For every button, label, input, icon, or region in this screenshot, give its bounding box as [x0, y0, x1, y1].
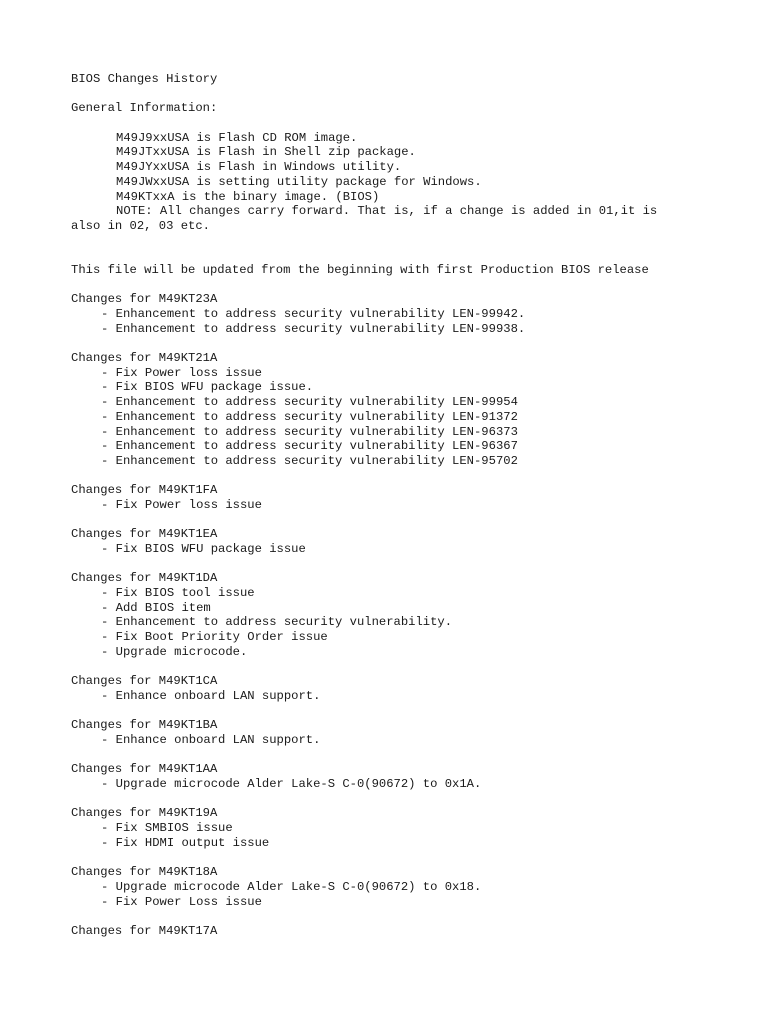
spacer: [71, 234, 731, 263]
changes-section: [71, 351, 731, 469]
change-item: - Fix Power Loss issue: [101, 894, 262, 909]
change-item: - Enhance onboard LAN support.: [101, 732, 321, 747]
info-list: [71, 131, 731, 234]
change-item: - Enhance onboard LAN support.: [101, 688, 321, 703]
section-heading: Changes for M49KT21A: [71, 351, 218, 366]
change-item: - Fix BIOS WFU package issue.: [101, 380, 314, 395]
section-heading: Changes for M49KT1EA: [71, 527, 218, 542]
section-heading: Changes for M49KT1CA: [71, 674, 218, 689]
section-heading: Changes for M49KT19A: [71, 806, 218, 821]
change-item: - Enhancement to address security vulnerability LEN-91372: [101, 409, 518, 424]
change-item: - Enhancement to address security vulnerability LEN-99938.: [101, 321, 526, 336]
change-item: - Enhancement to address security vulnerability LEN-96373: [101, 424, 518, 439]
changes-section: [71, 865, 731, 909]
changes-section: [71, 483, 731, 512]
section-heading: Changes for M49KT1DA: [71, 571, 218, 586]
change-item: - Fix Boot Priority Order issue: [101, 630, 328, 645]
changes-section: [71, 762, 731, 791]
document-page: [71, 72, 731, 953]
change-item: - Enhancement to address security vulnerability LEN-99942.: [101, 307, 526, 322]
info-line: M49J9xxUSA is Flash CD ROM image.: [116, 130, 358, 145]
change-item: - Enhancement to address security vulnerability.: [101, 615, 453, 630]
changes-section: [71, 924, 731, 939]
change-item: - Fix Power loss issue: [101, 497, 262, 512]
changes-section: [71, 571, 731, 659]
spacer: [71, 87, 731, 102]
changes-sections: [71, 292, 731, 938]
section-heading: Changes for M49KT1AA: [71, 762, 218, 777]
section-heading: Changes for M49KT1FA: [71, 483, 218, 498]
note-line: NOTE: All changes carry forward. That is, if a change is added in 01,it is: [116, 204, 658, 219]
note-line-continued: also in 02, 03 etc.: [71, 218, 210, 233]
change-item: - Fix SMBIOS issue: [101, 821, 233, 836]
change-item: - Enhancement to address security vulnerability LEN-96367: [101, 439, 518, 454]
change-item: - Fix HDMI output issue: [101, 835, 270, 850]
spacer: [71, 116, 731, 131]
change-item: - Upgrade microcode.: [101, 644, 248, 659]
changes-section: [71, 527, 731, 556]
changes-section: [71, 674, 731, 703]
changes-section: [71, 292, 731, 336]
change-item: - Enhancement to address security vulnerability LEN-99954: [101, 395, 518, 410]
info-line: M49JWxxUSA is setting utility package for Windows.: [116, 174, 482, 189]
change-item: - Fix BIOS WFU package issue: [101, 542, 306, 557]
document-title: BIOS Changes History: [71, 72, 218, 86]
info-line: M49KTxxA is the binary image. (BIOS): [116, 189, 380, 204]
general-info-heading: General Information:: [71, 101, 218, 116]
spacer: [71, 278, 731, 293]
change-item: - Add BIOS item: [101, 600, 211, 615]
change-item: - Fix BIOS tool issue: [101, 586, 255, 601]
change-item: - Upgrade microcode Alder Lake-S C-0(90672) to 0x1A.: [101, 777, 482, 792]
changes-section: [71, 806, 731, 850]
section-heading: Changes for M49KT1BA: [71, 718, 218, 733]
section-heading: Changes for M49KT18A: [71, 865, 218, 880]
update-note: This file will be updated from the beginning with first Production BIOS release: [71, 262, 649, 277]
section-heading: Changes for M49KT23A: [71, 292, 218, 307]
change-item: - Fix Power loss issue: [101, 365, 262, 380]
section-heading: Changes for M49KT17A: [71, 923, 218, 938]
change-item: - Enhancement to address security vulnerability LEN-95702: [101, 453, 518, 468]
change-item: - Upgrade microcode Alder Lake-S C-0(90672) to 0x18.: [101, 879, 482, 894]
changes-section: [71, 718, 731, 747]
info-line: M49JYxxUSA is Flash in Windows utility.: [116, 160, 402, 175]
info-line: M49JTxxUSA is Flash in Shell zip package.: [116, 145, 416, 160]
